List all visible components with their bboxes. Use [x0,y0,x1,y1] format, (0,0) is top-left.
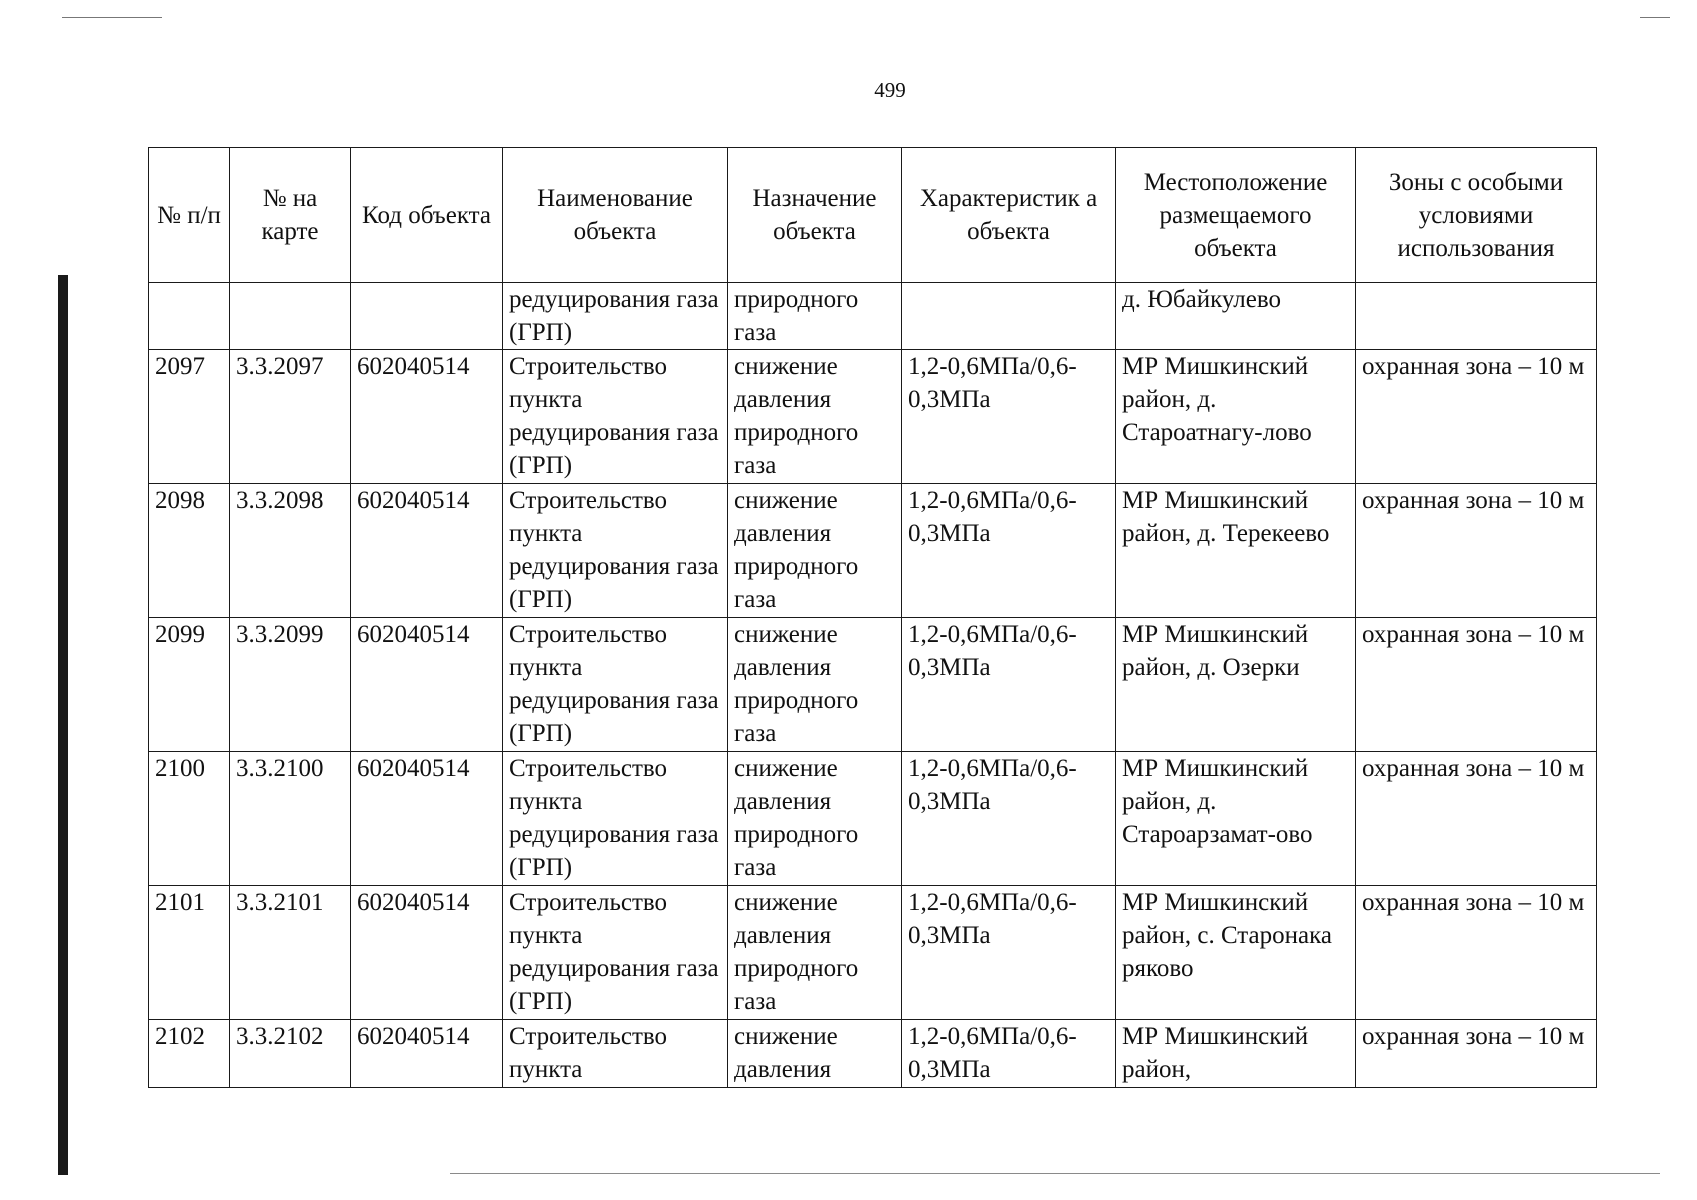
cell-row-number: 2097 [149,350,230,484]
header-object-code: Код объекта [351,148,503,283]
header-object-characteristics: Характеристик а объекта [902,148,1116,283]
cell-object-name: Строительство пункта редуцирования газа (ГРП) [503,752,728,886]
scan-binding-edge [58,275,68,1175]
cell-row-number: 2100 [149,752,230,886]
header-row-number: № п/п [149,148,230,283]
cell-object-purpose: снижение давления природного газа [728,752,902,886]
cell-object-name: редуцирования газа (ГРП) [503,283,728,350]
cell-special-zones: охранная зона – 10 м [1356,752,1597,886]
scan-artifact-line [1640,17,1670,18]
cell-object-characteristics [902,283,1116,350]
cell-special-zones: охранная зона – 10 м [1356,886,1597,1020]
cell-object-name: Строительство пункта редуцирования газа (ГРП) [503,618,728,752]
cell-map-number [230,283,351,350]
cell-object-location: МР Мишкинский район, д. Озерки [1116,618,1356,752]
cell-object-code: 602040514 [351,752,503,886]
table-row [149,618,1597,752]
header-object-name: Наименование объекта [503,148,728,283]
cell-object-purpose: снижение давления природного газа [728,618,902,752]
cell-object-characteristics: 1,2-0,6МПа/0,6-0,3МПа [902,350,1116,484]
cell-object-location: МР Мишкинский район, с. Старонака ряково [1116,886,1356,1020]
cell-object-purpose: снижение давления [728,1020,902,1088]
scan-artifact-line [450,1173,1660,1174]
cell-object-name: Строительство пункта [503,1020,728,1088]
table-row [149,752,1597,886]
cell-object-purpose: снижение давления природного газа [728,886,902,1020]
cell-object-code: 602040514 [351,1020,503,1088]
cell-object-characteristics: 1,2-0,6МПа/0,6-0,3МПа [902,1020,1116,1088]
table-row [149,1020,1597,1088]
cell-row-number: 2099 [149,618,230,752]
cell-map-number: 3.3.2100 [230,752,351,886]
cell-map-number: 3.3.2102 [230,1020,351,1088]
cell-object-name: Строительство пункта редуцирования газа (ГРП) [503,484,728,618]
cell-special-zones: охранная зона – 10 м [1356,350,1597,484]
cell-special-zones: охранная зона – 10 м [1356,618,1597,752]
cell-object-purpose: снижение давления природного газа [728,350,902,484]
cell-object-characteristics: 1,2-0,6МПа/0,6-0,3МПа [902,484,1116,618]
cell-row-number: 2098 [149,484,230,618]
cell-special-zones: охранная зона – 10 м [1356,484,1597,618]
cell-object-name: Строительство пункта редуцирования газа (ГРП) [503,886,728,1020]
cell-object-purpose: снижение давления природного газа [728,484,902,618]
cell-map-number: 3.3.2097 [230,350,351,484]
table-row [149,484,1597,618]
cell-special-zones [1356,283,1597,350]
header-special-zones: Зоны с особыми условиями использования [1356,148,1597,283]
cell-object-code [351,283,503,350]
cell-object-name: Строительство пункта редуцирования газа (ГРП) [503,350,728,484]
cell-object-location: МР Мишкинский район, [1116,1020,1356,1088]
cell-row-number [149,283,230,350]
header-map-number: № на карте [230,148,351,283]
table-row [149,350,1597,484]
header-object-location: Местоположение размещаемого объекта [1116,148,1356,283]
cell-object-characteristics: 1,2-0,6МПа/0,6-0,3МПа [902,618,1116,752]
cell-row-number: 2101 [149,886,230,1020]
cell-object-characteristics: 1,2-0,6МПа/0,6-0,3МПа [902,752,1116,886]
cell-object-location: д. Юбайкулево [1116,283,1356,350]
cell-map-number: 3.3.2101 [230,886,351,1020]
cell-object-code: 602040514 [351,350,503,484]
cell-object-code: 602040514 [351,484,503,618]
object-registry-table [148,147,1597,1088]
cell-object-code: 602040514 [351,886,503,1020]
cell-object-characteristics: 1,2-0,6МПа/0,6-0,3МПа [902,886,1116,1020]
cell-special-zones: охранная зона – 10 м [1356,1020,1597,1088]
cell-row-number: 2102 [149,1020,230,1088]
cell-map-number: 3.3.2099 [230,618,351,752]
cell-object-code: 602040514 [351,618,503,752]
header-object-purpose: Назначение объекта [728,148,902,283]
cell-object-purpose: природного газа [728,283,902,350]
cell-object-location: МР Мишкинский район, д. Терекеево [1116,484,1356,618]
table-header-row [149,148,1597,283]
cell-object-location: МР Мишкинский район, д. Староатнагу-лово [1116,350,1356,484]
scan-artifact-line [62,17,162,18]
cell-map-number: 3.3.2098 [230,484,351,618]
page-number: 499 [874,78,906,102]
cell-object-location: МР Мишкинский район, д. Староарзамат-ово [1116,752,1356,886]
table-row [149,886,1597,1020]
table-row [149,283,1597,350]
